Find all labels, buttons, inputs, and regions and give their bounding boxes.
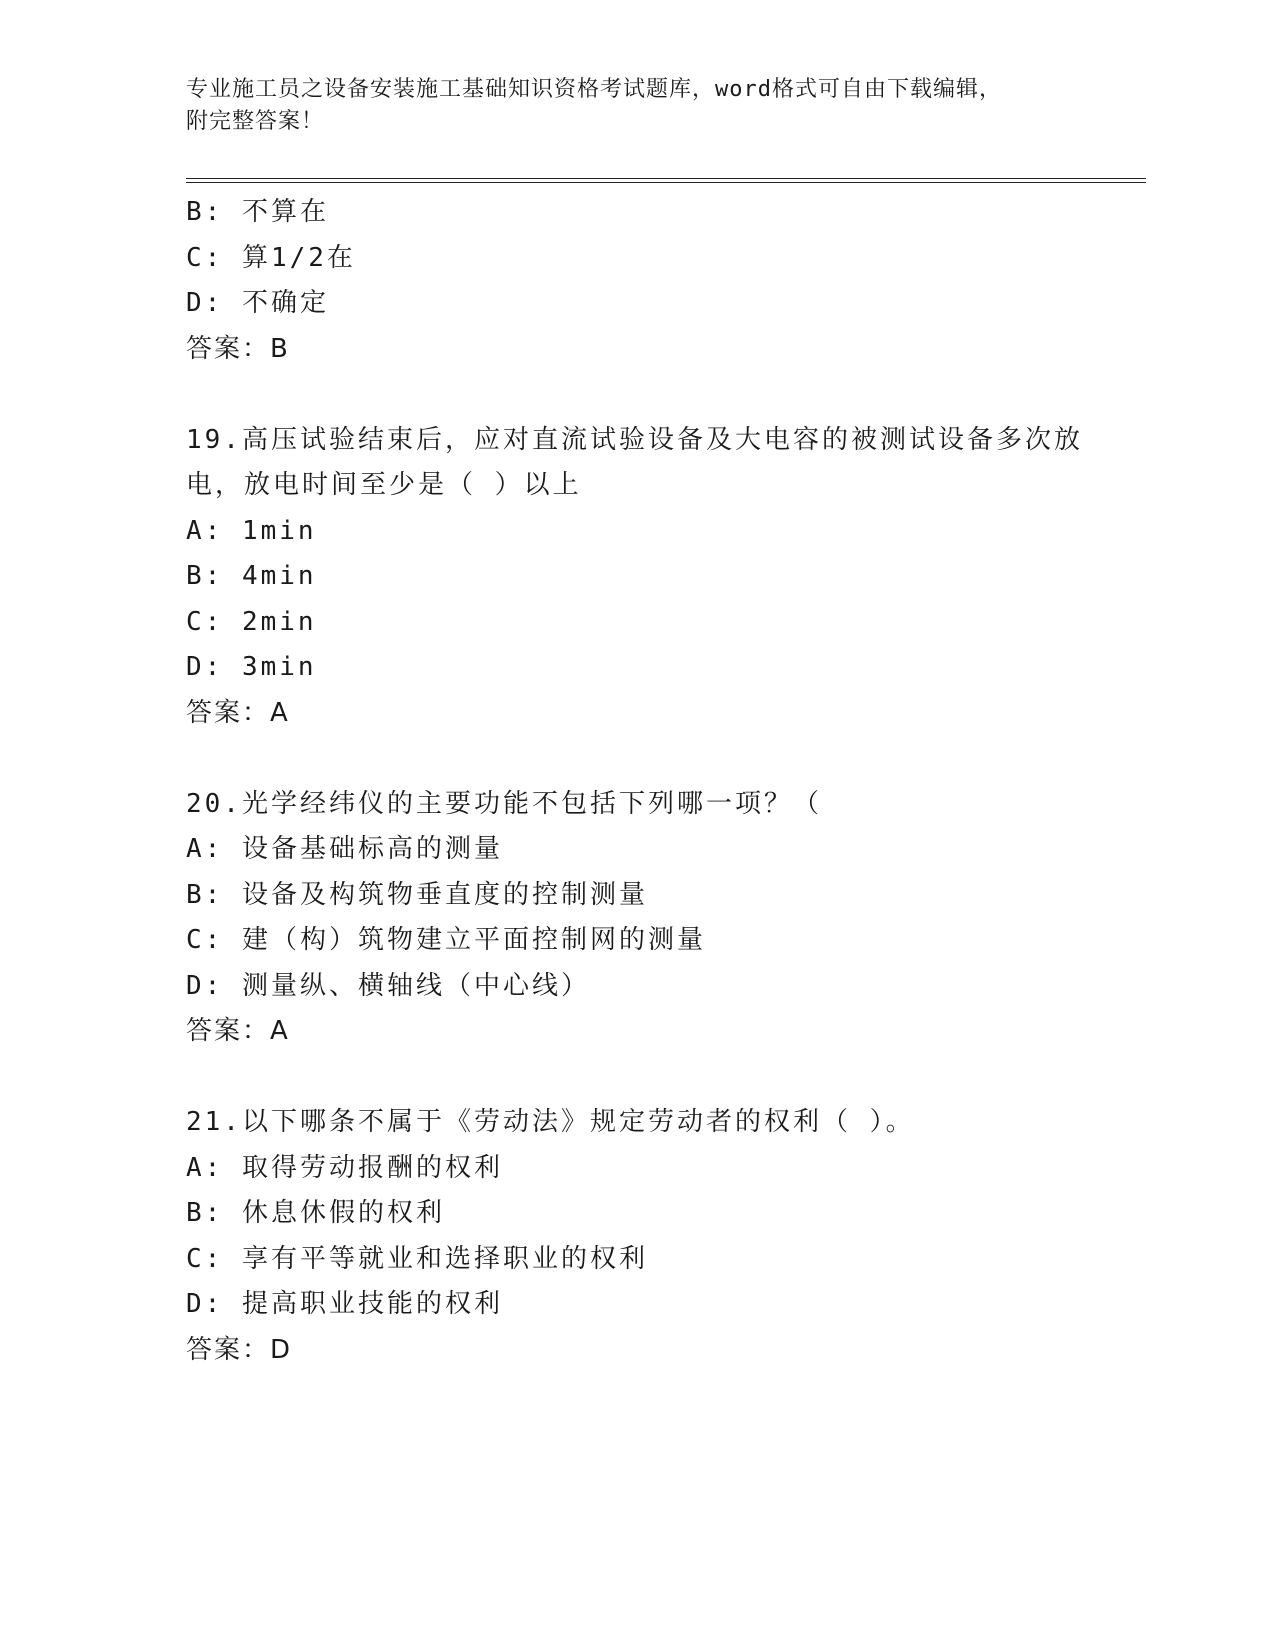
question-20 xyxy=(186,782,1146,1055)
option-d: D: 3min xyxy=(186,652,317,682)
question-21 xyxy=(186,1100,1146,1373)
option-a: A: 设备基础标高的测量 xyxy=(186,834,503,864)
answer-line: 答案：B xyxy=(186,333,290,364)
option-a: A: 取得劳动报酬的权利 xyxy=(186,1152,503,1183)
option-d: D: 测量纵、横轴线（中心线） xyxy=(186,970,590,1001)
answer-line: 答案：A xyxy=(186,697,290,728)
option-d: D: 提高职业技能的权利 xyxy=(186,1289,503,1319)
option-c: C: 算1/2在 xyxy=(186,242,356,273)
question-stem-line: 19.高压试验结束后，应对直流试验设备及大电容的被测试设备多次放 xyxy=(186,424,1083,455)
question-spacer xyxy=(186,372,1146,418)
option-a: A: 1min xyxy=(186,515,317,546)
option-c: C: 建（构）筑物建立平面控制网的测量 xyxy=(186,925,706,955)
question-18-continuation xyxy=(186,190,1146,372)
option-c: C: 享有平等就业和选择职业的权利 xyxy=(186,1243,648,1274)
question-spacer xyxy=(186,1055,1146,1101)
option-b: B: 设备及构筑物垂直度的控制测量 xyxy=(186,879,648,910)
option-b: B: 不算在 xyxy=(186,197,329,227)
question-19 xyxy=(186,418,1146,737)
option-c: C: 2min xyxy=(186,606,317,637)
option-b: B: 休息休假的权利 xyxy=(186,1198,445,1228)
question-spacer xyxy=(186,736,1146,782)
question-stem-line: 20.光学经纬仪的主要功能不包括下列哪一项？（ xyxy=(186,788,822,819)
header-title-line-2: 附完整答案！ xyxy=(186,109,325,134)
header-title-line-1: 专业施工员之设备安装施工基础知识资格考试题库，word格式可自由下载编辑， xyxy=(186,77,1002,102)
header-divider xyxy=(186,178,1146,183)
option-d: D: 不确定 xyxy=(186,288,329,318)
question-list xyxy=(186,190,1146,1373)
question-stem-line: 电，放电时间至少是（ ）以上 xyxy=(186,470,582,500)
answer-line: 答案：D xyxy=(186,1334,293,1365)
answer-line: 答案：A xyxy=(186,1016,290,1046)
option-b: B: 4min xyxy=(186,561,317,591)
question-stem-line: 21.以下哪条不属于《劳动法》规定劳动者的权利（ ）。 xyxy=(186,1107,915,1137)
document-header xyxy=(186,74,1086,138)
